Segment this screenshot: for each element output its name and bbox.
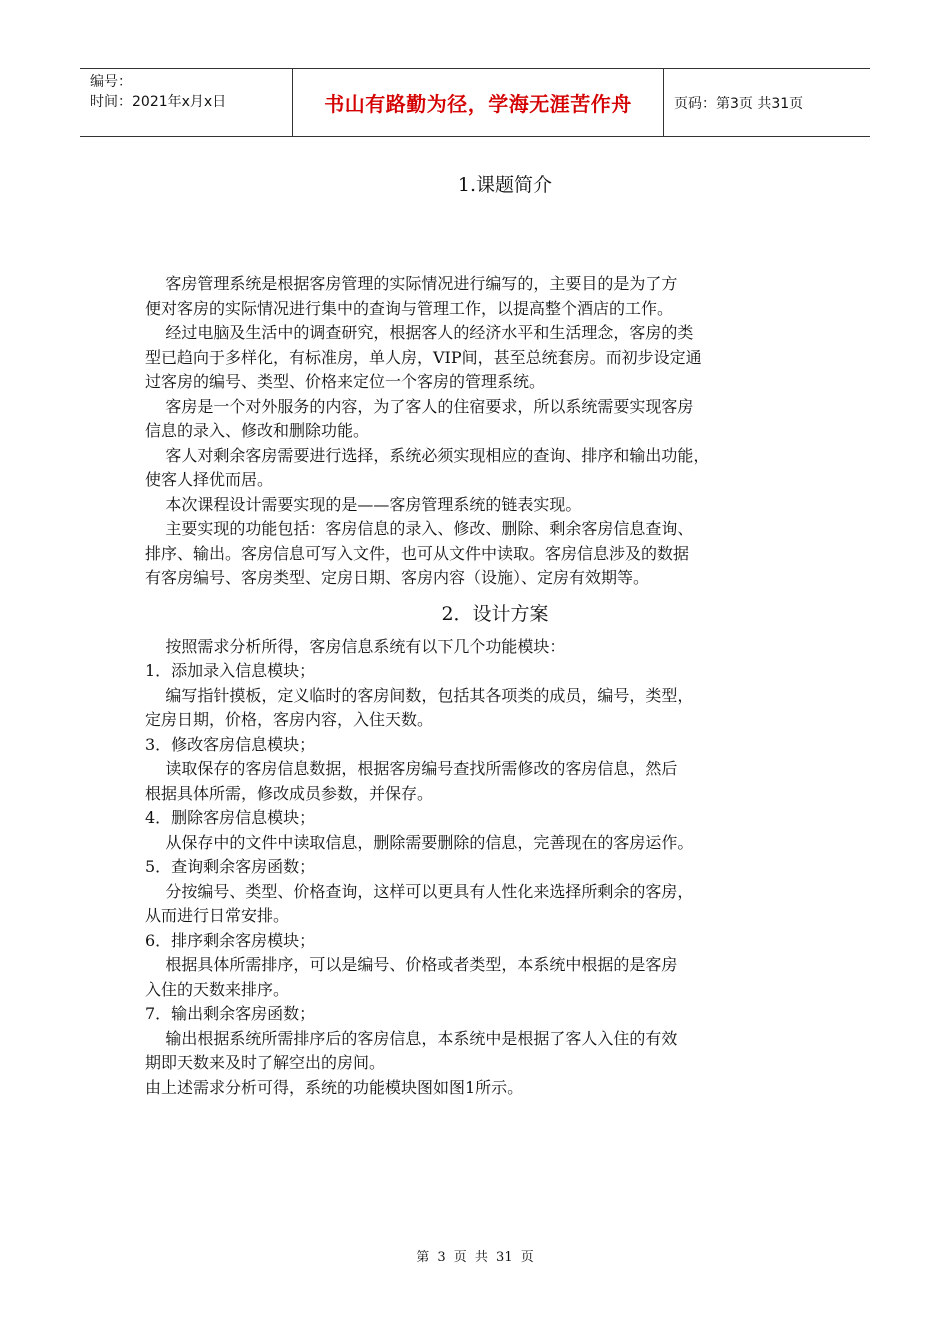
module-heading: 6．排序剩余客房模块； <box>145 930 316 950</box>
time-label: 时间：2021年x月x日 <box>90 94 227 110</box>
paragraph: 客人对剩余客房需要进行选择，系统必须实现相应的查询、排序和输出功能， 使客人择优而居。 <box>145 445 710 489</box>
paragraph: 编写指针摸板，定义临时的客房间数，包括其各项类的成员，编号，类型， 定房日期，价格，客房内容，入住天数。 <box>145 685 694 729</box>
module-heading: 4．删除客房信息模块； <box>145 808 316 827</box>
module-heading: 3．修改客房信息模块； <box>145 734 316 754</box>
page-header <box>80 68 870 137</box>
paragraph: 本次课程设计需要实现的是——客房管理系统的链表实现。 <box>145 494 582 514</box>
paragraph: 客房管理系统是根据客房管理的实际情况进行编写的，主要目的是为了方 便对客房的实际情况进行集中的查询与管理工作，以提高整个酒店的工作。 <box>145 274 678 318</box>
section1-body <box>145 272 825 591</box>
paragraph: 按照需求分析所得，客房信息系统有以下几个功能模块： <box>145 636 566 656</box>
paragraph: 主要实现的功能包括：客房信息的录入、修改、删除、剩余客房信息查询、 排序、输出。客房信息可写入文件，也可从文件中读取。客房信息涉及的数据 有客房编号、客房类型、定房日期、客房内容（设施）、定房有效期等。 <box>145 519 694 587</box>
section2-body <box>145 635 825 1101</box>
paragraph: 从保存中的文件中读取信息，删除需要删除的信息，完善现在的客房运作。 <box>145 832 694 852</box>
number-label: 编号： <box>90 74 132 90</box>
paragraph: 输出根据系统所需排序后的客房信息，本系统中是根据了客人入住的有效 期即天数来及时了解空出的房间。 <box>145 1028 678 1072</box>
section2-title: 2．设计方案 <box>441 602 549 625</box>
page-footer: 第 3 页 共 31 页 <box>416 1250 534 1265</box>
header-motto: 书山有路勤为径，学海无涯苦作舟 <box>293 69 664 136</box>
paragraph: 由上述需求分析可得，系统的功能模块图如图1所示。 <box>145 1077 524 1097</box>
header-page-info: 页码：第3页 共31页 <box>674 95 804 112</box>
module-heading: 7．输出剩余客房函数； <box>145 1004 316 1023</box>
header-meta <box>80 69 293 136</box>
paragraph: 分按编号、类型、价格查询，这样可以更具有人性化来选择所剩余的客房， 从而进行日常安排。 <box>145 881 694 925</box>
module-heading: 1．添加录入信息模块； <box>145 661 316 680</box>
document-body <box>145 170 825 1100</box>
paragraph: 根据具体所需排序，可以是编号、价格或者类型，本系统中根据的是客房 入住的天数来排序。 <box>145 955 678 999</box>
paragraph: 读取保存的客房信息数据，根据客房编号查找所需修改的客房信息，然后 根据具体所需，修改成员参数，并保存。 <box>145 759 678 803</box>
paragraph: 客房是一个对外服务的内容，为了客人的住宿要求，所以系统需要实现客房 信息的录入、修改和删除功能。 <box>145 396 694 440</box>
module-heading: 5．查询剩余客房函数； <box>145 857 316 876</box>
paragraph: 经过电脑及生活中的调查研究，根据客人的经济水平和生活理念，客房的类 型已趋向于多样化，有标准房，单人房，VIP间，甚至总统套房。而初步设定通 过客房的编号、类型、价格来定位一个客房的管理系统。 <box>145 323 702 391</box>
section1-title: 1.课题简介 <box>457 174 553 196</box>
